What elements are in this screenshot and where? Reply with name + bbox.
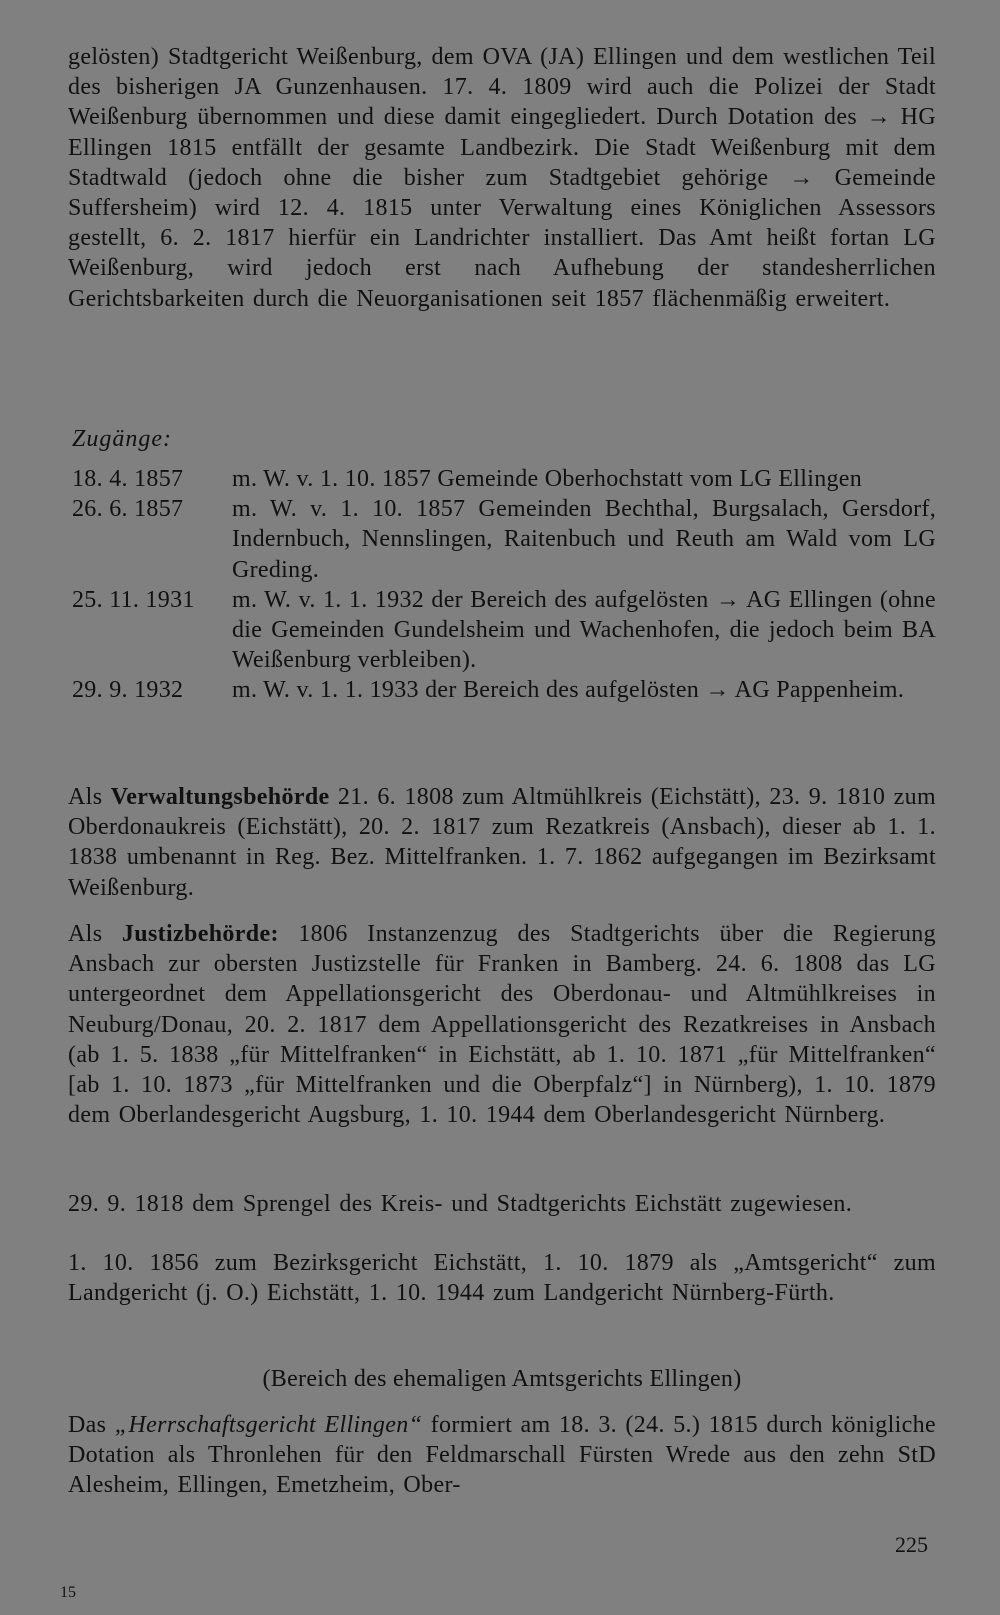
paragraph-lead: Das — [68, 1412, 115, 1438]
paragraph-body: formiert am 18. 3. (24. 5.) 1815 durch königliche Dotation als Thronlehen für den Feldmarschall Fürsten Wrede aus den zehn StD Alesheim, Ellingen, Emetzheim, Ober- — [68, 1412, 936, 1499]
entry-date: 26. 6. 1857 — [72, 496, 184, 523]
bold-label-justizbehoerde: Justizbehörde: — [121, 921, 279, 947]
paragraph-sprengel: 29. 9. 1818 dem Sprengel des Kreis- und Stadtgerichts Eichstätt zugewiesen. — [68, 1191, 853, 1217]
paragraph-body: 21. 6. 1808 zum Altmühlkreis (Eichstätt), 23. 9. 1810 zum Oberdonaukreis (Eichstätt), 20. 2. 1817 zum Rezatkreis (Ansbach), dieser ab 1. 1. 1838 umbenannt in Reg. Bez. Mittelfranken. 1. 7. 1862 aufgegangen im Bezirksamt Weißenburg. — [68, 784, 936, 901]
page-number: 225 — [895, 1532, 928, 1557]
paragraph-lead: Als — [68, 784, 111, 810]
list-item — [72, 585, 936, 676]
italic-term: „Herrschaftsgericht Ellingen“ — [114, 1412, 423, 1438]
entry-text: m. W. v. 1. 1. 1933 der Bereich des aufgelösten → AG Pappenheim. — [232, 677, 905, 704]
paragraph-bezirksgericht: 1. 10. 1856 zum Bezirksgericht Eichstätt, 1. 10. 1879 als „Amtsgericht“ zum Landgericht (j. O.) Eichstätt, 1. 10. 1944 zum Landgericht Nürnberg-Fürth. — [68, 1250, 936, 1307]
paragraph-justizbehoerde — [68, 919, 936, 1130]
paragraph-herrschaftsgericht — [68, 1410, 936, 1501]
list-item — [72, 464, 936, 494]
entry-date: 18. 4. 1857 — [72, 466, 184, 492]
paragraph-body: 1806 Instanzenzug des Stadtgerichts über die Regierung Ansbach zur obersten Justizstelle für Franken in Bamberg. 24. 6. 1808 das LG untergeordnet dem Appellationsgericht des Oberdonau- und Altmühlkreises in Neuburg/Donau, 20. 2. 1817 dem Appellationsgericht des Rezatkreises in Ansbach (ab 1. 5. 1838 „für Mittelfranken“ in Eichstätt, ab 1. 10. 1871 „für Mittelfranken“ [ab 1. 10. 1873 „für Mittelfranken und die Oberpfalz“] in Nürnberg), 1. 10. 1879 dem Oberlandesgericht Augsburg, 1. 10. 1944 dem Oberlandesgericht Nürnberg. — [68, 921, 936, 1129]
entry-date: 25. 11. 1931 — [72, 586, 195, 613]
paragraph-intro: gelösten) Stadtgericht Weißenburg, dem OVA (JA) Ellingen und dem westlichen Teil des bisherigen JA Gunzenhausen. 17. 4. 1809 wird auch die Polizei der Stadt Weißenburg übernommen und diese damit eingegliedert. Durch Dotation des → HG Ellingen 1815 entfällt der gesamte Landbezirk. Die Stadt Weißenburg mit dem Stadtwald (jedoch ohne die bisher zum Stadtgebiet gehörige → Gemeinde Suffersheim) wird 12. 4. 1815 unter Verwaltung eines Königlichen Assessors gestellt, 6. 2. 1817 hierfür ein Landrichter installiert. Das Amt heißt fortan LG Weißenburg, wird jedoch erst nach Aufhebung der standesherrlichen Gerichtsbarkeiten durch die Neuorganisationen seit 1857 flächenmäßig erweitert. — [68, 44, 936, 312]
paragraph-verwaltungsbehoerde — [68, 782, 936, 903]
signature-mark: 15 — [60, 1584, 76, 1601]
entry-text: m. W. v. 1. 10. 1857 Gemeinde Oberhochstatt vom LG Ellingen — [232, 466, 863, 492]
entry-text: m. W. v. 1. 10. 1857 Gemeinden Bechthal, Burgsalach, Gersdorf, Indernbuch, Nennslingen, Raitenbuch und Reuth am Wald vom LG Greding. — [232, 496, 936, 583]
entry-text: m. W. v. 1. 1. 1932 der Bereich des aufgelösten → AG Ellingen (ohne die Gemeinden Gundelsheim und Wachenhofen, die jedoch beim BA Weißenburg verbleiben). — [232, 586, 936, 674]
paragraph-lead: Als — [68, 921, 122, 947]
section-heading-amtsgericht-ellingen: (Bereich des ehemaligen Amtsgerichts Ellingen) — [262, 1366, 742, 1392]
list-item — [72, 494, 936, 585]
bold-label-verwaltungsbehoerde: Verwaltungsbehörde — [110, 784, 330, 810]
entry-date: 29. 9. 1932 — [72, 677, 184, 704]
list-item — [72, 675, 936, 705]
zugaenge-list — [72, 464, 936, 706]
section-heading-zugaenge: Zugänge: — [72, 426, 172, 452]
